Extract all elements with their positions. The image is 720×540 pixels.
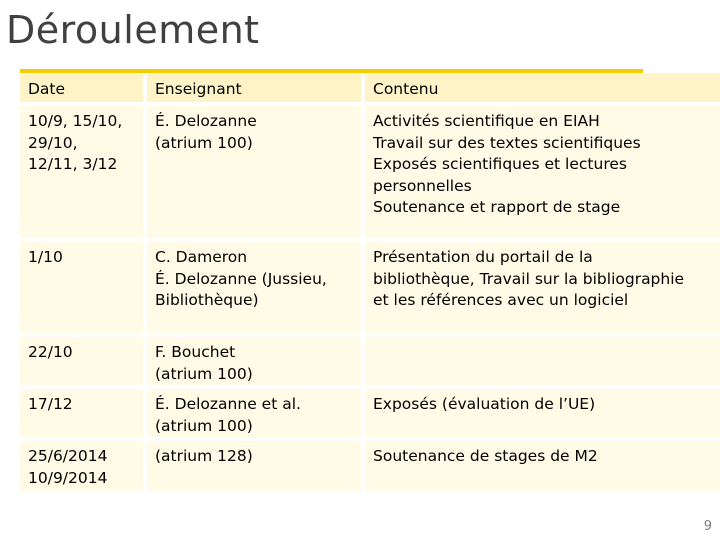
table-row — [20, 102, 720, 238]
cell-content: Exposés (évaluation de l’UE) — [361, 385, 720, 437]
cell-date: 17/12 — [20, 385, 143, 437]
table-row — [20, 437, 720, 491]
slide-title: Déroulement — [6, 8, 260, 52]
header-teacher: Enseignant — [143, 73, 361, 102]
table-row — [20, 238, 720, 333]
header-date: Date — [20, 73, 143, 102]
cell-date: 1/10 — [20, 238, 143, 333]
schedule-table — [20, 73, 720, 491]
header-content: Contenu — [361, 73, 720, 102]
cell-teacher: F. Bouchet (atrium 100) — [143, 333, 361, 385]
cell-teacher: É. Delozanne (atrium 100) — [143, 102, 361, 238]
cell-teacher: É. Delozanne et al. (atrium 100) — [143, 385, 361, 437]
cell-date: 22/10 — [20, 333, 143, 385]
cell-content — [361, 333, 720, 385]
cell-content: Soutenance de stages de M2 — [361, 437, 720, 491]
cell-teacher: C. Dameron É. Delozanne (Jussieu, Bibliothèque) — [143, 238, 361, 333]
cell-date: 10/9, 15/10, 29/10, 12/11, 3/12 — [20, 102, 143, 238]
table-header-row — [20, 73, 720, 102]
table-row — [20, 333, 720, 385]
page-number: 9 — [703, 519, 712, 534]
cell-date: 25/6/2014 10/9/2014 — [20, 437, 143, 491]
cell-content: Activités scientifique en EIAH Travail sur des textes scientifiques Exposés scientifiques et lectures personnelles Soutenance et rapport de stage — [361, 102, 720, 238]
cell-content: Présentation du portail de la bibliothèque, Travail sur la bibliographie et les références avec un logiciel — [361, 238, 720, 333]
table-row — [20, 385, 720, 437]
cell-teacher: (atrium 128) — [143, 437, 361, 491]
